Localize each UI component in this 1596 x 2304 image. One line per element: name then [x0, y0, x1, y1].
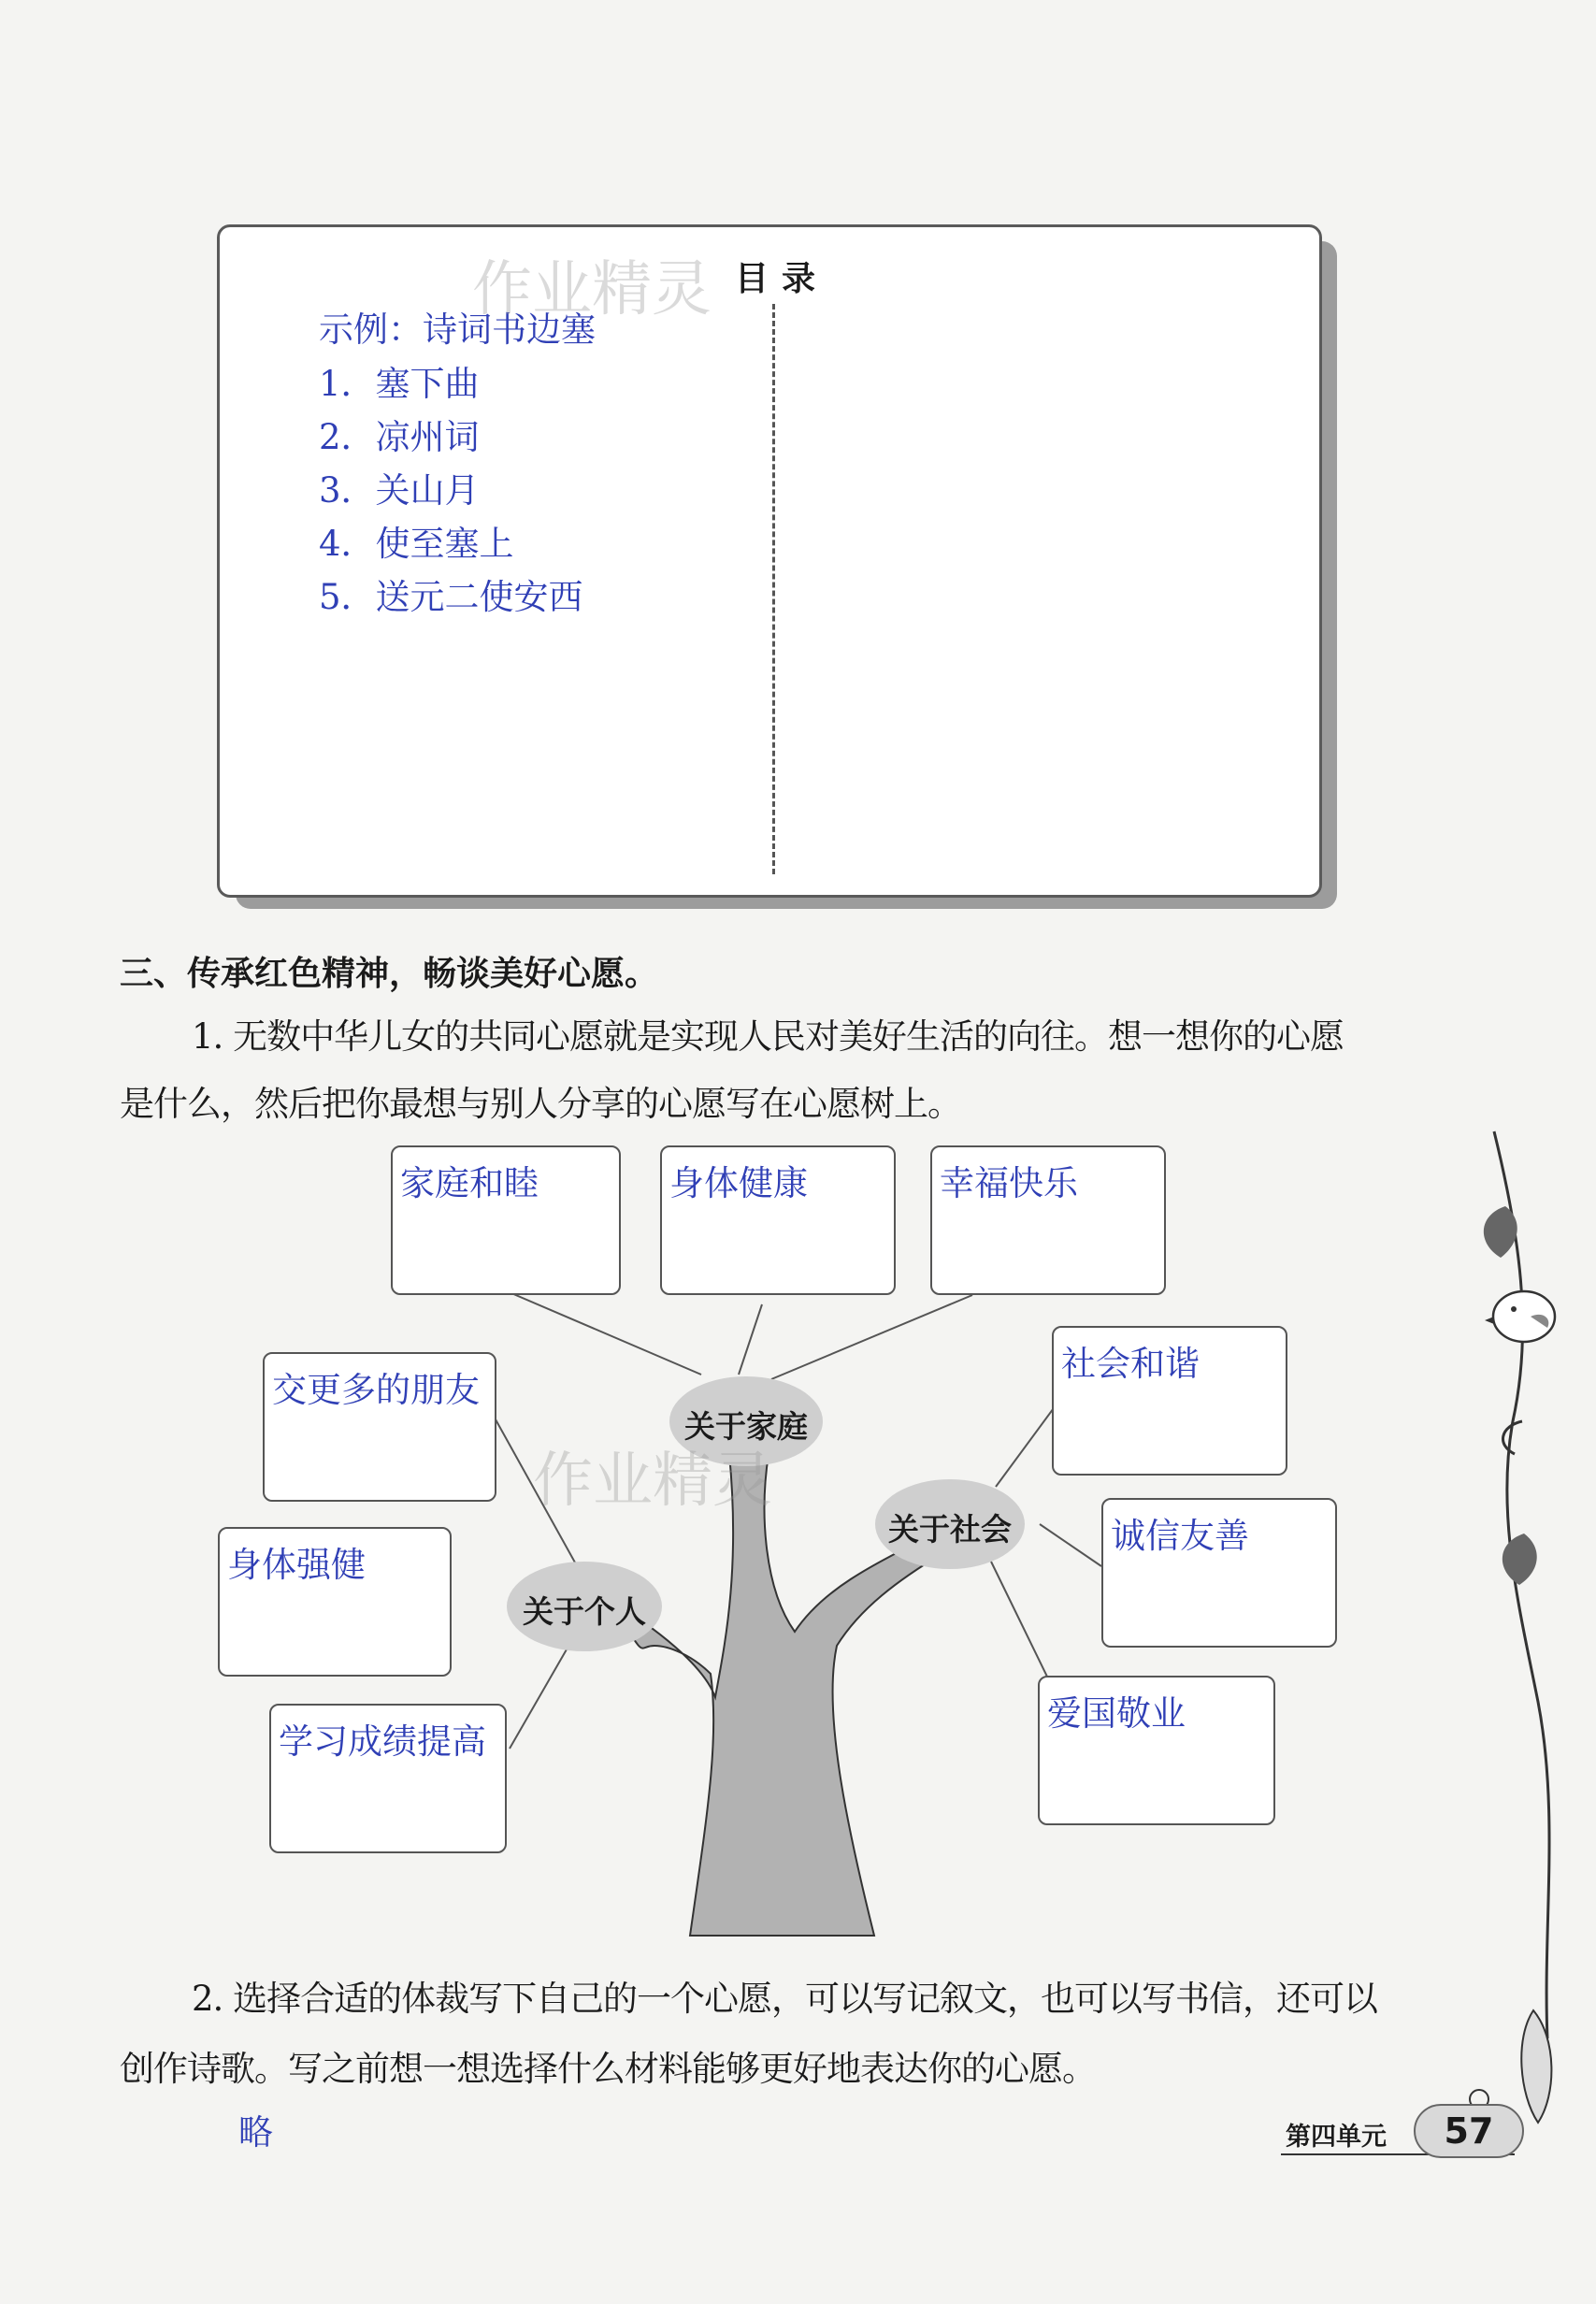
wish-box-family[interactable]: 家庭和睦 [391, 1145, 621, 1295]
toc-item: 5．送元二使安西 [319, 577, 583, 617]
toc-example: 示例：诗词书边塞 [319, 310, 596, 350]
wish-box-family[interactable]: 幸福快乐 [930, 1145, 1166, 1295]
wish-box-personal[interactable]: 身体强健 [218, 1527, 452, 1677]
question-1-line-1: 1. 无数中华儿女的共同心愿就是实现人民对美好生活的向往。想一想你的心愿 [192, 1016, 1344, 1057]
category-personal: 关于个人 [523, 1593, 646, 1630]
watermark: 作业精灵 [533, 1447, 772, 1516]
category-family: 关于家庭 [684, 1408, 808, 1445]
wish-box-society[interactable]: 诚信友善 [1101, 1498, 1337, 1648]
toc-title: 目录 [735, 260, 829, 298]
question-1-line-2: 是什么，然后把你最想与别人分享的心愿写在心愿树上。 [120, 1084, 961, 1124]
vine-decoration [1494, 1131, 1549, 2038]
watermark: 作业精灵 [472, 255, 712, 324]
question-2-line-2: 创作诗歌。写之前想一想选择什么材料能够更好地表达你的心愿。 [120, 2049, 1096, 2089]
wish-box-family[interactable]: 身体健康 [660, 1145, 896, 1295]
unit-label: 第四单元 [1286, 2123, 1387, 2152]
toc-item: 4．使至塞上 [319, 524, 514, 564]
section-heading: 三、传承红色精神，畅谈美好心愿。 [120, 955, 659, 993]
wish-box-personal[interactable]: 学习成绩提高 [269, 1704, 507, 1853]
category-society: 关于社会 [888, 1511, 1012, 1548]
toc-item: 3．关山月 [319, 470, 480, 511]
wish-box-society[interactable]: 爱国敬业 [1038, 1676, 1275, 1825]
wish-box-society[interactable]: 社会和谐 [1052, 1326, 1287, 1476]
bird-icon [1485, 1291, 1555, 1342]
wish-box-personal[interactable]: 交更多的朋友 [263, 1352, 496, 1502]
toc-item: 2．凉州词 [319, 417, 480, 457]
question-2-line-1: 2. 选择合适的体裁写下自己的一个心愿，可以写记叙文，也可以写书信，还可以 [192, 1979, 1378, 2019]
page-number: 57 [1414, 2104, 1524, 2158]
toc-item: 1．塞下曲 [319, 364, 480, 404]
leaf-icon [1484, 1206, 1517, 1258]
answer-text: 略 [238, 2112, 272, 2153]
leaf-icon [1503, 1534, 1537, 1585]
